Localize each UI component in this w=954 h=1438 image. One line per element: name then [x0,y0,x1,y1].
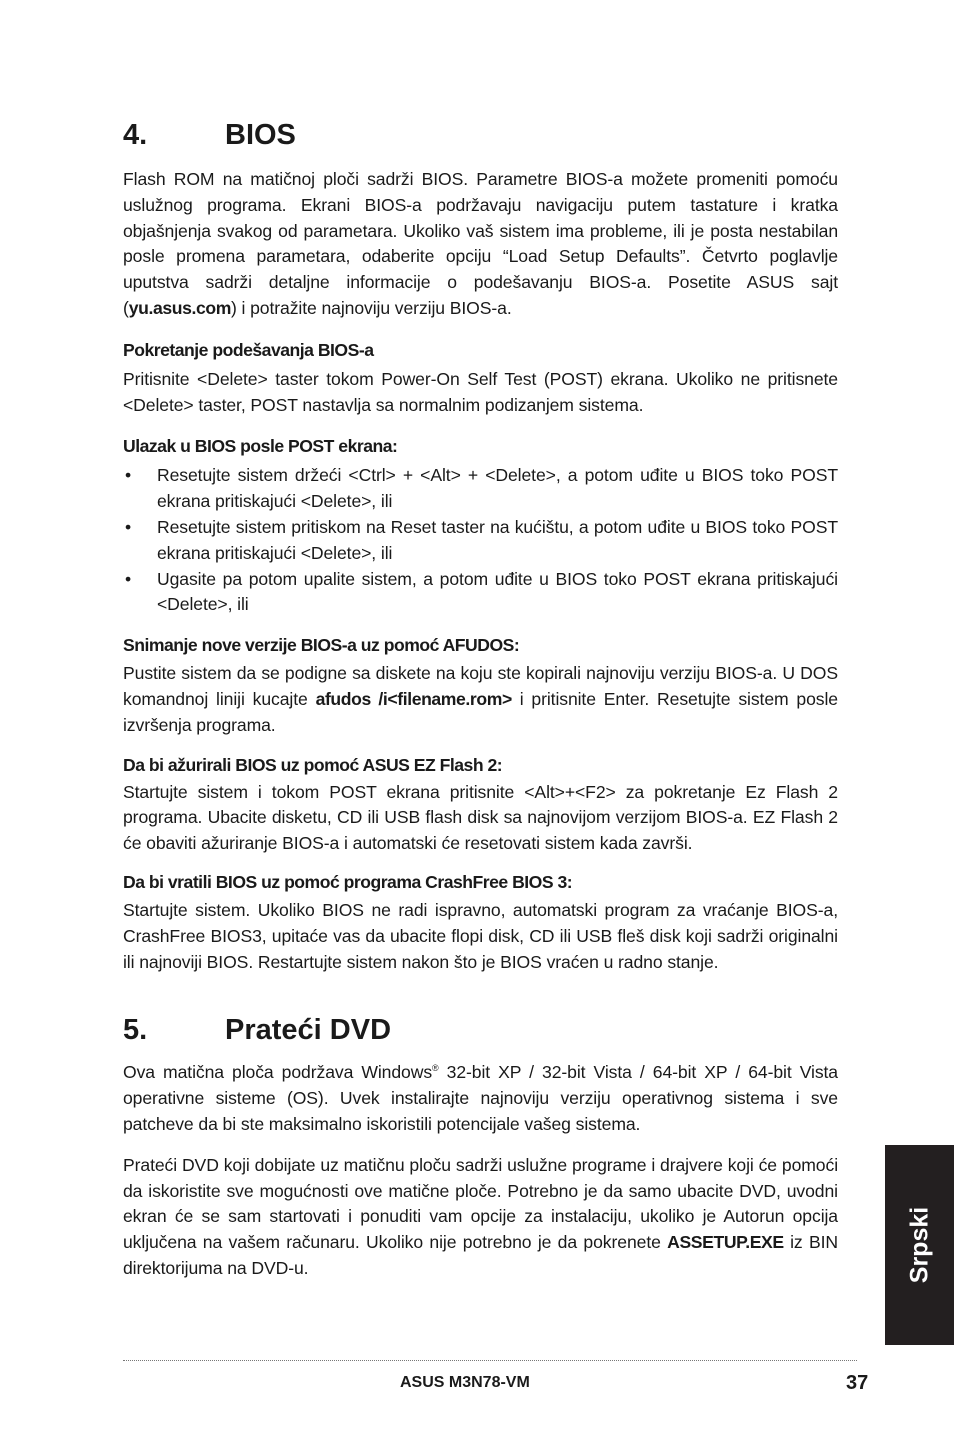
afudos-paragraph [123,661,838,738]
list-item [123,463,838,515]
afudos-command: afudos /i<filename.rom> [315,688,512,709]
afudos-text: Pustite sistem da se podigne sa diskete na koju ste kopirali najnoviju verziju BIOS-a. U DOS komandnoj liniji kucajte [123,663,838,709]
section-number: 5. [123,1014,148,1047]
dvd-text: Prateći DVD koji dobijate uz matičnu ploču sadrži uslužne programe i drajvere koji će pomoći da iskoristite sve mogućnosti ove matične ploče. Potrebno je da samo ubacite DVD, uvodni ekran će se sam startovati i ponuditi vam opcije za instalaciju, ukoliko je Autorun opcija uključena na vašem računaru. Ukoliko nije potrebno je da pokrenete [123,1154,838,1253]
language-label: Srpski [905,1206,933,1284]
bullet-icon: • [125,465,132,486]
subheading-crashfree: Da bi vratili BIOS uz pomoć programa CrashFree BIOS 3: [123,871,573,892]
list-item [123,567,838,619]
page-content [123,118,838,1282]
afudos-text-end: i pritisnite Enter. Resetujte sistem posle izvršenja programa. [123,688,838,735]
footer-page-number: 37 [846,1372,869,1394]
assetup-command: ASSETUP.EXE [667,1232,784,1253]
subheading-ez-flash: Da bi ažurirali BIOS uz pomoć ASUS EZ Flash 2: [123,754,503,775]
language-side-tab [885,1145,954,1345]
dvd-text-end: iz BIN direktorijuma na DVD-u. [123,1232,838,1278]
footer-divider [123,1360,857,1361]
list-item [123,515,838,567]
crashfree-paragraph: Startujte sistem. Ukoliko BIOS ne radi ispravno, automatski program za vraćanje BIOS-a, CrashFree BIOS3, upitaće vas da ubacite flopi disk, CD ili USB fleš disk koji sadrži originalni ili najnoviji BIOS. Restartujte sistem nakon što je BIOS vraćen u radno stanje. [123,899,838,972]
intro-text: Flash ROM na matičnoj ploči sadrži BIOS. Parametre BIOS-a možete promeniti pomoću uslužnog programa. Ekrani BIOS-a podržavaju navigaciju putem tastature i kratka objašnjenja svakog od parametara. Ukoliko vaš sistem ima probleme, ili je posta nestabilan posle promena parametara, odaberite opciju “Load Setup Defaults”. Četvrto poglavlje uputstva sadrži detaljne informacije o podešavanju BIOS-a. Posetite ASUS sajt ( [123,169,838,318]
ez-flash-paragraph: Startujte sistem i tokom POST ekrana pritisnite <Alt>+<F2> za pokretanje Ez Flash 2 programa. Ubacite disketu, CD ili USB flash disk sa najnovijom verzijom BIOS-a. EZ Flash 2 će obaviti ažuriranje BIOS-a i automatski će resetovati sistem kada završi. [123,781,838,854]
section-5-heading [123,1013,838,1047]
list-item-text: Ugasite pa potom upalite sistem, a potom uđite u BIOS toko POST ekrana pritiskajući <Delete>, ili [157,568,838,615]
asus-website-link[interactable]: yu.asus.com [128,297,231,318]
footer-model-name: ASUS M3N78-VM [400,1374,530,1391]
subheading-afudos: Snimanje nove verzije BIOS-a uz pomoć AFUDOS: [123,635,520,656]
bullet-icon: • [125,516,132,537]
registered-mark: ® [432,1063,439,1074]
intro-text-end: ) i potražite najnoviju verziju BIOS-a. [230,297,512,318]
dvd-content-paragraph [123,1153,838,1282]
section-title: Prateći DVD [225,1014,392,1047]
section-title: BIOS [225,119,296,151]
after-post-list [123,463,838,618]
bios-intro-paragraph [123,167,838,322]
section-number: 4. [123,119,148,151]
list-item-text: Resetujte sistem držeći <Ctrl> + <Alt> + <Delete>, a potom uđite u BIOS toko POST ekrana pritiskajući <Delete>, ili [157,465,838,512]
list-item-text: Resetujte sistem pritiskom na Reset taster na kućištu, a potom uđite u BIOS toko POST ekrana pritiskajući <Delete>, ili [157,516,838,563]
subheading-start-setup: Pokretanje podešavanja BIOS-a [123,339,374,360]
section-4-heading [123,118,838,152]
start-setup-paragraph: Pritisnite <Delete> taster tokom Power-On Self Test (POST) ekrana. Ukoliko ne pritisnete <Delete> taster, POST nastavlja sa normalnim podizanjem sistema. [123,368,838,415]
bullet-icon: • [125,568,132,589]
os-text: Ova matična ploča podržava Windows [123,1062,433,1083]
dvd-os-paragraph [123,1060,838,1137]
os-text-end: 32-bit XP / 32-bit Vista / 64-bit XP / 64-bit Vista operativne sisteme (OS). Uvek instalirajte najnoviju verziju operativnog sistema i sve patcheve da bi ste maksimalno iskoristili potencijale vašeg sistema. [123,1062,838,1134]
subheading-after-post: Ulazak u BIOS posle POST ekrana: [123,436,398,457]
